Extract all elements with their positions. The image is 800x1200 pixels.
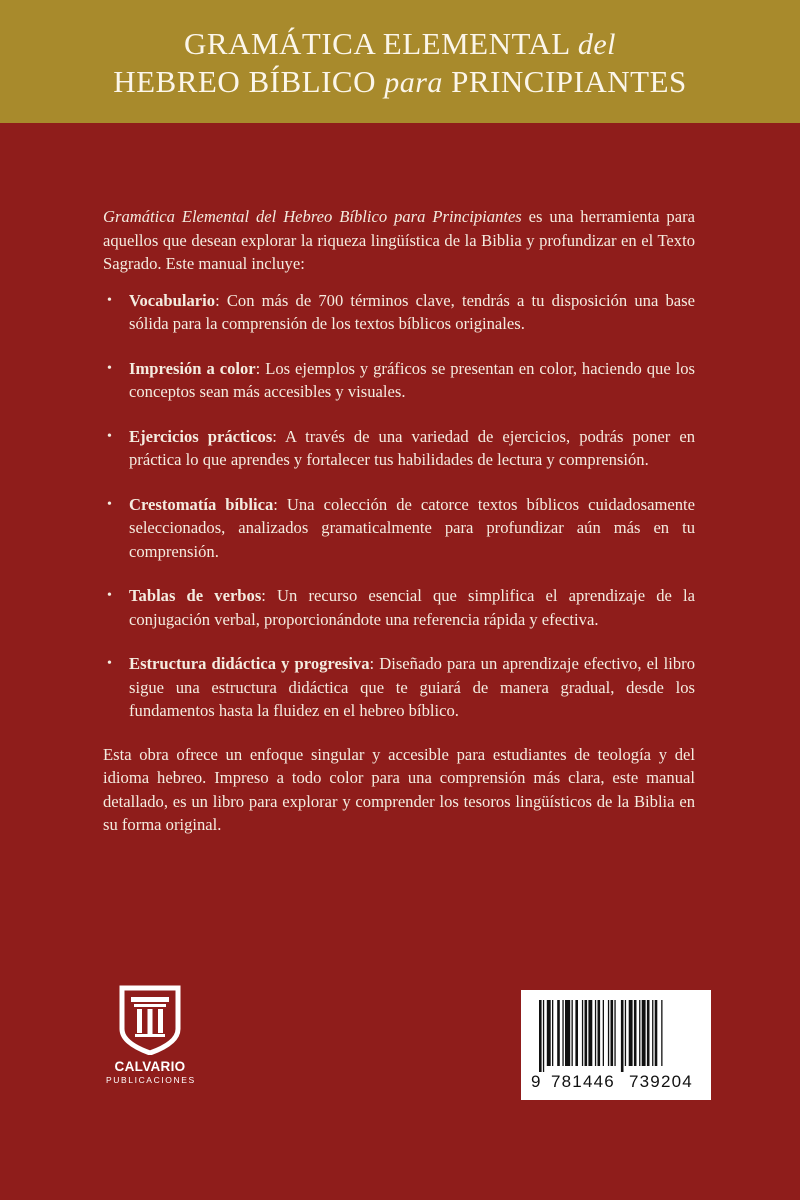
barcode-bar: [603, 1000, 604, 1066]
barcode-bar: [557, 1000, 560, 1066]
title-line-1: [0, 26, 800, 62]
pillar-shield-icon: [118, 985, 182, 1055]
title-line-2: [0, 64, 800, 100]
isbn-barcode: [521, 990, 711, 1100]
list-item: [129, 652, 695, 723]
title-band: [0, 0, 800, 123]
barcode-bar: [611, 1000, 614, 1066]
barcode-bar: [585, 1000, 588, 1066]
list-item: [129, 493, 695, 564]
feature-list: [103, 289, 695, 723]
barcode-bar: [614, 1000, 615, 1066]
book-title-italic: Gramática Elemental del Hebreo Bíblico para Principiantes: [103, 207, 522, 226]
barcode-digit-prefix: 9: [531, 1072, 542, 1091]
barcode-digit-group-1: 781446: [551, 1072, 615, 1091]
feature-text: : Los ejemplos y gráficos se presentan en color, haciendo que los conceptos sean más accesibles y visuales.: [129, 358, 695, 401]
barcode-bar: [642, 1000, 646, 1066]
barcode-bar: [595, 1000, 596, 1066]
publisher-subtitle: PUBLICACIONES: [106, 1075, 196, 1085]
feature-text: : Un recurso esencial que simplifica el aprendizaje de la conjugación verbal, proporcionándote una referencia rápida y efectiva.: [129, 586, 695, 629]
feature-term: Estructura didáctica y progresiva: [129, 654, 370, 673]
intro-paragraph: [103, 205, 695, 276]
title-connector: para: [384, 66, 443, 99]
title-text: HEBREO BÍBLICO: [113, 64, 385, 99]
barcode-bar: [547, 1000, 551, 1066]
title-connector: del: [577, 28, 616, 61]
barcode-bar: [625, 1000, 626, 1066]
feature-term: Vocabulario: [129, 290, 216, 310]
publisher-name: CALVARIO: [114, 1059, 186, 1074]
list-item: [129, 357, 695, 404]
barcode-bar: [621, 1000, 624, 1072]
barcode-bar: [582, 1000, 583, 1066]
barcode-bar: [655, 1000, 658, 1066]
barcode-bar: [539, 1000, 542, 1072]
list-item: [129, 289, 695, 336]
feature-text: : Diseñado para un aprendizaje efectivo, el libro sigue una estructura didáctica que te guiará de manera gradual, desde los fundamentos hasta la fluidez en el hebreo bíblico.: [129, 654, 695, 720]
barcode-bar: [634, 1000, 637, 1066]
list-item: [129, 425, 695, 472]
barcode-bar: [608, 1000, 609, 1066]
title-text: GRAMÁTICA ELEMENTAL: [184, 26, 578, 61]
list-item: [129, 584, 695, 631]
barcode-bar: [575, 1000, 578, 1066]
barcode-bar: [639, 1000, 640, 1066]
barcode-bar: [652, 1000, 653, 1066]
feature-term: Impresión a color: [129, 358, 256, 378]
barcode-bars: [531, 1000, 711, 1072]
barcode-bar: [562, 1000, 563, 1066]
feature-text: : Una colección de catorce textos bíblicos cuidadosamente seleccionados, analizados gramaticalmente para profundizar aún más en tu comprensión.: [129, 494, 695, 561]
barcode-bar: [661, 1000, 662, 1066]
barcode-bar: [543, 1000, 544, 1072]
feature-term: Tablas de verbos: [129, 586, 262, 605]
barcode-digit-group-2: 739204: [629, 1072, 693, 1091]
feature-term: Ejercicios prácticos: [129, 426, 273, 446]
barcode-bar: [572, 1000, 573, 1066]
title-text: PRINCIPIANTES: [442, 64, 687, 99]
barcode-bar: [598, 1000, 601, 1066]
feature-text: : Con más de 700 términos clave, tendrás a tu disposición una base sólida para la comprensión de los textos bíblicos originales.: [129, 290, 695, 333]
barcode-bar: [552, 1000, 553, 1066]
feature-term: Crestomatía bíblica: [129, 494, 274, 514]
publisher-logo: [106, 985, 194, 1105]
barcode-bar: [647, 1000, 650, 1066]
barcode-bar: [565, 1000, 570, 1066]
feature-text: : A través de una variedad de ejercicios, podrás poner en práctica lo que aprendes y fortalecer tus habilidades de lectura y comprensión.: [129, 426, 695, 469]
back-cover-copy: [103, 205, 695, 837]
barcode-bar: [629, 1000, 633, 1066]
barcode-bar: [588, 1000, 592, 1066]
closing-paragraph: Esta obra ofrece un enfoque singular y accesible para estudiantes de teología y del idioma hebreo. Impreso a todo color para una comprensión más clara, este manual detallado, es un libro para explorar y comprender los tesoros lingüísticos de la Biblia en su forma original.: [103, 744, 695, 834]
intro-text: es una herramienta para aquellos que desean explorar la riqueza lingüística de la Biblia y profundizar en el Texto Sagrado. Este manual incluye:: [103, 207, 695, 273]
